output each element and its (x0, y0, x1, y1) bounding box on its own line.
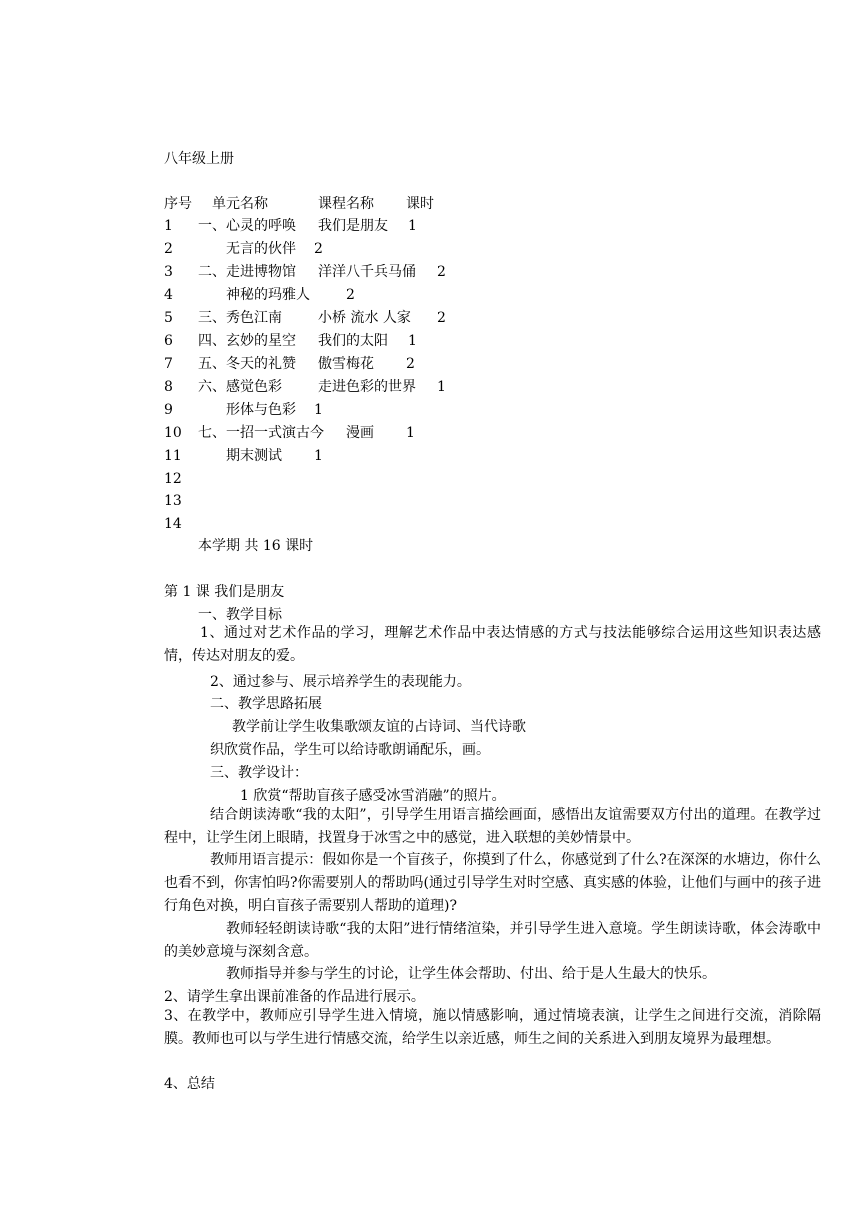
header-unit: 单元名称 (212, 196, 268, 212)
row-unit: 二、走进博物馆 (198, 264, 296, 280)
row-no: 5 (164, 310, 173, 326)
table-row (0, 262, 860, 282)
row-no: 4 (164, 287, 173, 303)
table-row (0, 514, 860, 534)
row-no: 1 (164, 218, 173, 234)
row-no: 10 (164, 425, 182, 441)
row-unit: 四、玄妙的星空 (198, 333, 296, 349)
section-heading: 二、教学思路拓展 (210, 696, 322, 712)
row-unit: 期末测试 (226, 448, 282, 464)
row-course: 漫画 (346, 425, 374, 441)
body-paragraph: 教师用语言提示：假如你是一个盲孩子，你摸到了什么，你感觉到了什么?在深深的水塘边，你什么也看不到，你害怕吗?你需要别人的帮助吗(通过引导学生对时空感、真实感的体验，让他们与画中的孩子进行角色对换，明白盲孩子需要别人帮助的道理)? (164, 852, 821, 914)
row-hours: 1 (314, 402, 323, 418)
table-row (0, 354, 860, 374)
table-row (0, 491, 860, 511)
table-row (0, 469, 860, 489)
table-row (0, 377, 860, 397)
term-total: 本学期 共 16 课时 (198, 538, 314, 554)
goal-item: 2、通过参与、展示培养学生的表现能力。 (210, 674, 471, 690)
lesson-title: 第 1 课 我们是朋友 (164, 584, 285, 600)
body-paragraph: 教师轻轻朗读诗歌“我的太阳”进行情绪渲染，并引导学生进入意境。学生朗读诗歌，体会涛歌中的美妙意境与深刻含意。 (164, 921, 821, 960)
table-row (0, 216, 860, 236)
row-unit: 三、秀色江南 (198, 310, 282, 326)
row-hours: 1 (406, 425, 415, 441)
row-hours: 1 (408, 218, 417, 234)
row-hours: 2 (314, 241, 323, 257)
row-unit: 七、一招一式演古今 (198, 425, 324, 441)
section-heading: 一、教学目标 (198, 607, 282, 623)
body-paragraph: 结合朗读涛歌“我的太阳”，引导学生用语言描绘画面，感悟出友谊需要双方付出的道理。在教学过程中，让学生闭上眼睛，找置身于冰雪之中的感觉，进入联想的美妙情景中。 (164, 807, 821, 846)
table-row (0, 446, 860, 466)
list-item: 3、在教学中，教师应引导学生进入情境，施以情感影响，通过情境表演，让学生之间进行交流，消除隔膜。教师也可以与学生进行情感交流，给学生以亲近感，师生之间的关系进入到朋友境界为最理想。 (164, 1008, 821, 1047)
row-hours: 2 (406, 356, 415, 372)
header-course: 课程名称 (318, 196, 374, 212)
row-course: 我们的太阳 (318, 333, 388, 349)
idea-line: 教学前让学生收集歌颂友谊的占诗词、当代诗歌 (232, 719, 526, 735)
row-no: 8 (164, 379, 173, 395)
row-no: 3 (164, 264, 173, 280)
row-unit: 一、心灵的呼唤 (198, 218, 296, 234)
table-row (0, 285, 860, 305)
row-course: 走进色彩的世界 (318, 379, 416, 395)
row-unit: 六、感觉色彩 (198, 379, 282, 395)
row-no: 9 (164, 402, 173, 418)
body-line: 教师指导并参与学生的讨论，让学生体会帮助、付出、给于是人生最大的快乐。 (226, 966, 716, 982)
row-hours: 2 (437, 310, 446, 326)
row-course: 洋洋八千兵马俑 (318, 264, 416, 280)
step-line: 1 欣赏“帮助盲孩子感受冰雪消融”的照片。 (240, 788, 506, 804)
table-row (0, 308, 860, 328)
row-no: 14 (164, 516, 182, 532)
row-hours: 1 (408, 333, 417, 349)
row-hours: 1 (314, 448, 323, 464)
table-header (0, 194, 860, 214)
row-course: 小桥 流水 人家 (318, 310, 411, 326)
section-heading: 三、教学设计： (210, 765, 308, 781)
goal-paragraph: 1、通过对艺术作品的学习，理解艺术作品中表达情感的方式与技法能够综合运用这些知识表达感情，传达对朋友的爱。 (164, 625, 821, 664)
row-course: 傲雪梅花 (318, 356, 374, 372)
header-hours: 课时 (406, 196, 434, 212)
grade-title: 八年级上册 (164, 151, 234, 167)
row-no: 6 (164, 333, 173, 349)
row-hours: 1 (437, 379, 446, 395)
table-row (0, 239, 860, 259)
row-no: 13 (164, 493, 182, 509)
row-no: 7 (164, 356, 173, 372)
header-no: 序号 (164, 196, 192, 212)
row-hours: 2 (437, 264, 446, 280)
idea-line: 织欣赏作品，学生可以给诗歌朗诵配乐，画。 (210, 742, 490, 758)
row-unit: 五、冬天的礼赞 (198, 356, 296, 372)
table-row (0, 331, 860, 351)
table-row (0, 423, 860, 443)
row-unit: 神秘的玛雅人 (226, 287, 310, 303)
table-row (0, 400, 860, 420)
row-no: 11 (164, 448, 182, 464)
list-item: 4、总结 (164, 1076, 215, 1092)
list-item: 2、请学生拿出课前准备的作品进行展示。 (164, 989, 425, 1005)
row-hours: 2 (346, 287, 355, 303)
row-no: 2 (164, 241, 173, 257)
row-unit: 无言的伙伴 (226, 241, 296, 257)
row-course: 我们是朋友 (318, 218, 388, 234)
row-unit: 形体与色彩 (226, 402, 296, 418)
row-no: 12 (164, 471, 182, 487)
